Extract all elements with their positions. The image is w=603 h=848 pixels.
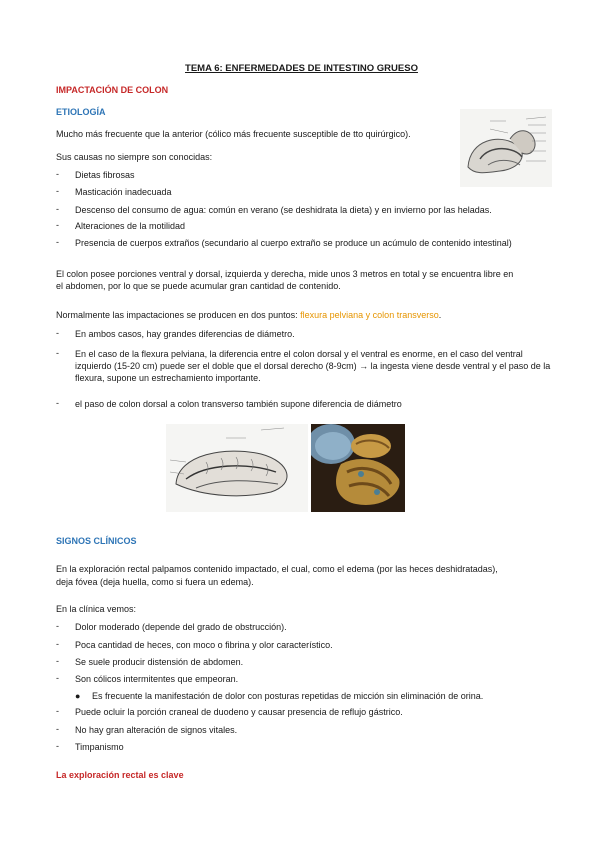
bullet-dash: - <box>56 220 59 230</box>
list-item-signo: Dolor moderado (depende del grado de obstrucción). <box>75 622 287 632</box>
list-item-causa: Alteraciones de la motilidad <box>75 221 186 231</box>
bullet-dash: - <box>56 169 59 179</box>
page-title: TEMA 6: ENFERMEDADES DE INTESTINO GRUESO <box>185 63 418 74</box>
colon-anatomy-diagram-image <box>460 109 552 187</box>
bullet-dash: - <box>56 348 59 358</box>
paragraph-exploracion-line1: En la exploración rectal palpamos contenido impactado, el cual, como el edema (por las heces deshidratadas), <box>56 564 498 574</box>
colon-photo-svg <box>311 424 405 512</box>
heading-impactacion: IMPACTACIÓN DE COLON <box>56 85 169 95</box>
list-item-punto: En ambos casos, hay grandes diferencias de diámetro. <box>75 329 295 339</box>
colon-flexura-svg <box>166 424 308 512</box>
list-item-signo: No hay gran alteración de signos vitales. <box>75 725 238 735</box>
list-item-signo: Se suele producir distensión de abdomen. <box>75 657 244 667</box>
list-item-causa: Presencia de cuerpos extraños (secundario al cuerpo extraño se produce un acúmulo de contenido intestinal) <box>75 238 512 248</box>
paragraph-causas: Sus causas no siempre son conocidas: <box>56 152 213 162</box>
bullet-dash: - <box>56 639 59 649</box>
list-item-causa: Descenso del consumo de agua: común en verano (se deshidrata la dieta) y en invierno por las heladas. <box>75 205 492 215</box>
bullet-dash: - <box>56 673 59 683</box>
bullet-dash: - <box>56 398 59 408</box>
puntos-highlight: flexura pelviana y colon transverso <box>300 310 439 320</box>
heading-etiologia: ETIOLOGÍA <box>56 107 106 117</box>
paragraph-puntos <box>56 309 441 321</box>
closing-statement: La exploración rectal es clave <box>56 770 184 780</box>
puntos-prefix: Normalmente las impactaciones se producen en dos puntos: <box>56 310 301 320</box>
list-item-causa: Masticación inadecuada <box>75 187 172 197</box>
colon-diagram-svg <box>460 109 552 187</box>
list-item-punto: el paso de colon dorsal a colon transverso también supone diferencia de diámetro <box>75 399 402 409</box>
paragraph-frecuente: Mucho más frecuente que la anterior (cólico más frecuente susceptible de tto quirúrgico). <box>56 129 411 139</box>
paragraph-colon-line1: El colon posee porciones ventral y dorsal, izquierda y derecha, mide unos 3 metros en total y se encuentra libre en <box>56 269 514 279</box>
paragraph-colon-line2: el abdomen, por lo que se puede acumular gran cantidad de contenido. <box>56 281 341 291</box>
list-item-signo: Son cólicos intermitentes que empeoran. <box>75 674 239 684</box>
list-item-signo-sub: Es frecuente la manifestación de dolor con posturas repetidas de micción sin eliminación de orina. <box>92 691 484 701</box>
sub-bullet-dot: ● <box>75 691 81 701</box>
list-item-punto: En el caso de la flexura pelviana, la diferencia entre el colon dorsal y el ventral es enorme, en el caso del ventral izquierdo (15-20 cm) puede ser el doble que el dorsal derecho (8-9cm) → la ingesta viene desde ventral y el paso de la flexura, supone un estrechamiento importante. <box>75 349 551 383</box>
bullet-dash: - <box>56 741 59 751</box>
bullet-dash: - <box>56 328 59 338</box>
list-item-signo: Timpanismo <box>75 742 124 752</box>
bullet-dash: - <box>56 186 59 196</box>
heading-signos-clinicos: SIGNOS CLÍNICOS <box>56 536 137 546</box>
bullet-dash: - <box>56 237 59 247</box>
bullet-dash: - <box>56 204 59 214</box>
paragraph-clinica: En la clínica vemos: <box>56 604 137 614</box>
bullet-dash: - <box>56 724 59 734</box>
colon-photo-image <box>311 424 405 512</box>
bullet-dash: - <box>56 706 59 716</box>
paragraph-exploracion-line2: deja fóvea (deja huella, como si fuera un edema). <box>56 577 254 587</box>
bullet-dash: - <box>56 621 59 631</box>
colon-flexura-diagram-image <box>166 424 308 512</box>
list-item-causa: Dietas fibrosas <box>75 170 135 180</box>
bullet-dash: - <box>56 656 59 666</box>
list-item-signo: Poca cantidad de heces, con moco o fibrina y olor característico. <box>75 640 333 650</box>
puntos-suffix: . <box>438 310 442 320</box>
list-item-signo: Puede ocluir la porción craneal de duodeno y causar presencia de reflujo gástrico. <box>75 707 403 717</box>
